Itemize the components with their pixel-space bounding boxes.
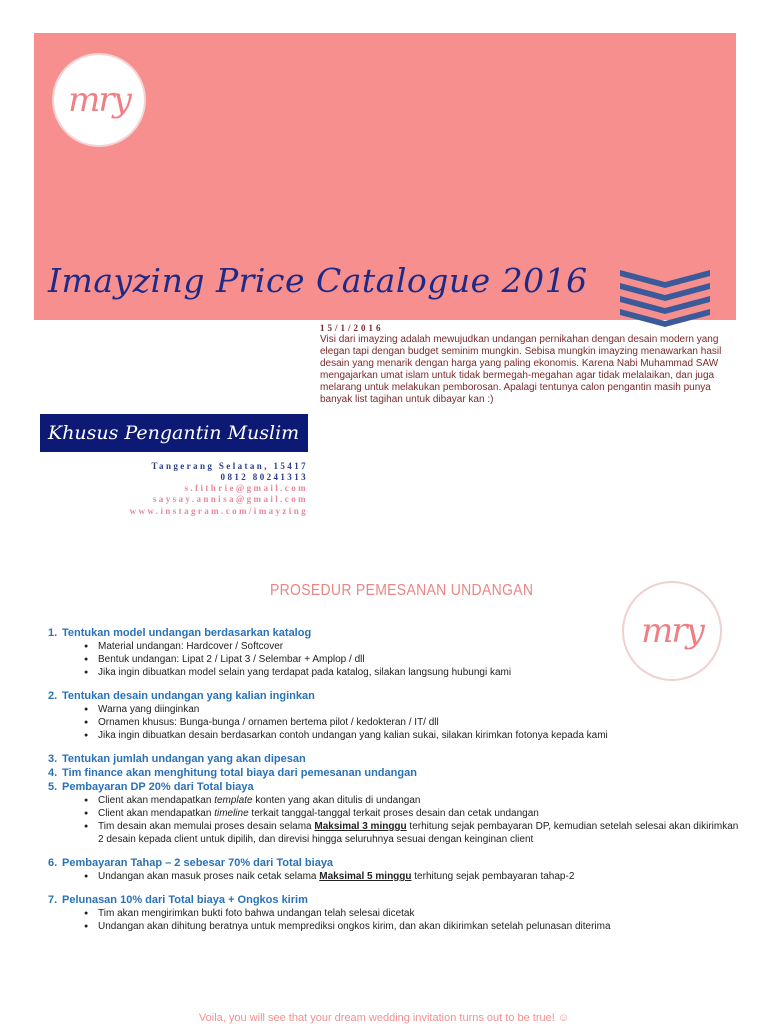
step-4-title: 4. Tim finance akan menghitung total biaya dari pemesanan undangan (48, 767, 417, 779)
intro-paragraph: Visi dari imayzing adalah mewujudkan undangan pernikahan dengan desain modern yang elegan tapi dengan budget seminim mungkin. Sebisa mungkin imayzing menawarkan hasil desain yang menarik dengan harga yang paling ekonomis. Karena Nabi Muhammad SAW mengajarkan umat islam untuk tidak bermegah-megahan agar tidak melalaikan, dan juga melarang untuk melakukan pemborosan. Apalagi tentunya calon pengantin masih punya banyak list tagihan untuk dibayar kan :) (320, 334, 722, 405)
list-item: ● Undangan akan masuk proses naik cetak selama Maksimal 5 minggu terhitung sejak pembayaran tahap-2 (98, 870, 740, 883)
header-banner (34, 33, 736, 320)
step-5-title: 5. Pembayaran DP 20% dari Total biaya (48, 781, 254, 793)
step-6-title: 6. Pembayaran Tahap – 2 sebesar 70% dari Total biaya (48, 857, 334, 869)
contact-email-1[interactable]: s.fithrie@gmail.com (184, 483, 308, 493)
list-item: ● Tim akan mengirimkan bukti foto bahwa undangan telah selesai dicetak (98, 907, 740, 920)
list-item: ● Material undangan: Hardcover / Softcover (98, 640, 740, 653)
list-item: ● Bentuk undangan: Lipat 2 / Lipat 3 / Selembar + Amplop / dll (98, 653, 740, 666)
list-item: ● Jika ingin dibuatkan model selain yang terdapat pada katalog, silakan langsung hubungi kami (98, 666, 740, 679)
step-7-title: 7. Pelunasan 10% dari Total biaya + Ongkos kirim (48, 894, 308, 906)
step-7-list (40, 907, 740, 933)
closing-message: Voila, you will see that your dream wedding invitation turns out to be true! ☺ (198, 1012, 570, 1024)
procedure-steps (40, 626, 740, 933)
list-item: ● Undangan akan dihitung beratnya untuk memprediksi ongkos kirim, dan akan dikirimkan setelah pelunasan diterima (98, 920, 740, 933)
list-item: ● Warna yang diinginkan (98, 703, 740, 716)
step-6-list (40, 870, 740, 883)
step-2-list (40, 703, 740, 742)
list-item: ● Ornamen khusus: Bunga-bunga / ornamen bertema pilot / kedokteran / IT/ dll (98, 716, 740, 729)
list-item: ● Tim desain akan memulai proses desain selama Maksimal 3 minggu terhitung sejak pembayaran DP, kemudian setelah selesai akan dikirimkan 2 desain kepada client untuk dipilih, dan direvisi hingga seluruhnya sesuai dengan keinginan client (98, 820, 740, 846)
step-2-title: 2. Tentukan desain undangan yang kalian inginkan (48, 690, 315, 702)
list-item: ● Jika ingin dibuatkan desain berdasarkan contoh undangan yang kalian sukai, silakan kirimkan fotonya kepada kami (98, 729, 740, 742)
step-5-list (40, 794, 740, 846)
catalogue-title: Imayzing Price Catalogue 2016 (48, 261, 588, 300)
tagline-box (40, 414, 308, 452)
list-item: ● Client akan mendapatkan timeline terkait tanggal-tanggal terkait proses desain dan cetak undangan (98, 807, 740, 820)
brand-logo (54, 55, 144, 145)
section-title: PROSEDUR PEMESANAN UNDANGAN (270, 580, 534, 599)
tagline-text: Khusus Pengantin Muslim (48, 422, 300, 444)
logo-monogram: mry (68, 80, 130, 120)
step-1-list (40, 640, 740, 679)
list-item: ● Client akan mendapatkan template konten yang akan ditulis di undangan (98, 794, 740, 807)
contact-website-link[interactable]: www.instagram.com/imayzing (129, 506, 308, 516)
contact-address: Tangerang Selatan, 15417 (151, 461, 308, 471)
step-3-title: 3. Tentukan jumlah undangan yang akan dipesan (48, 753, 306, 765)
chevron-decoration-icon (620, 270, 710, 340)
logo-monogram: mry (641, 611, 703, 651)
contact-phone: 0812 80241313 (220, 472, 308, 482)
step-1-title: 1. Tentukan model undangan berdasarkan katalog (48, 627, 312, 639)
contact-email-2[interactable]: saysay.annisa@gmail.com (152, 494, 308, 504)
catalogue-date: 15/1/2016 (320, 323, 384, 333)
